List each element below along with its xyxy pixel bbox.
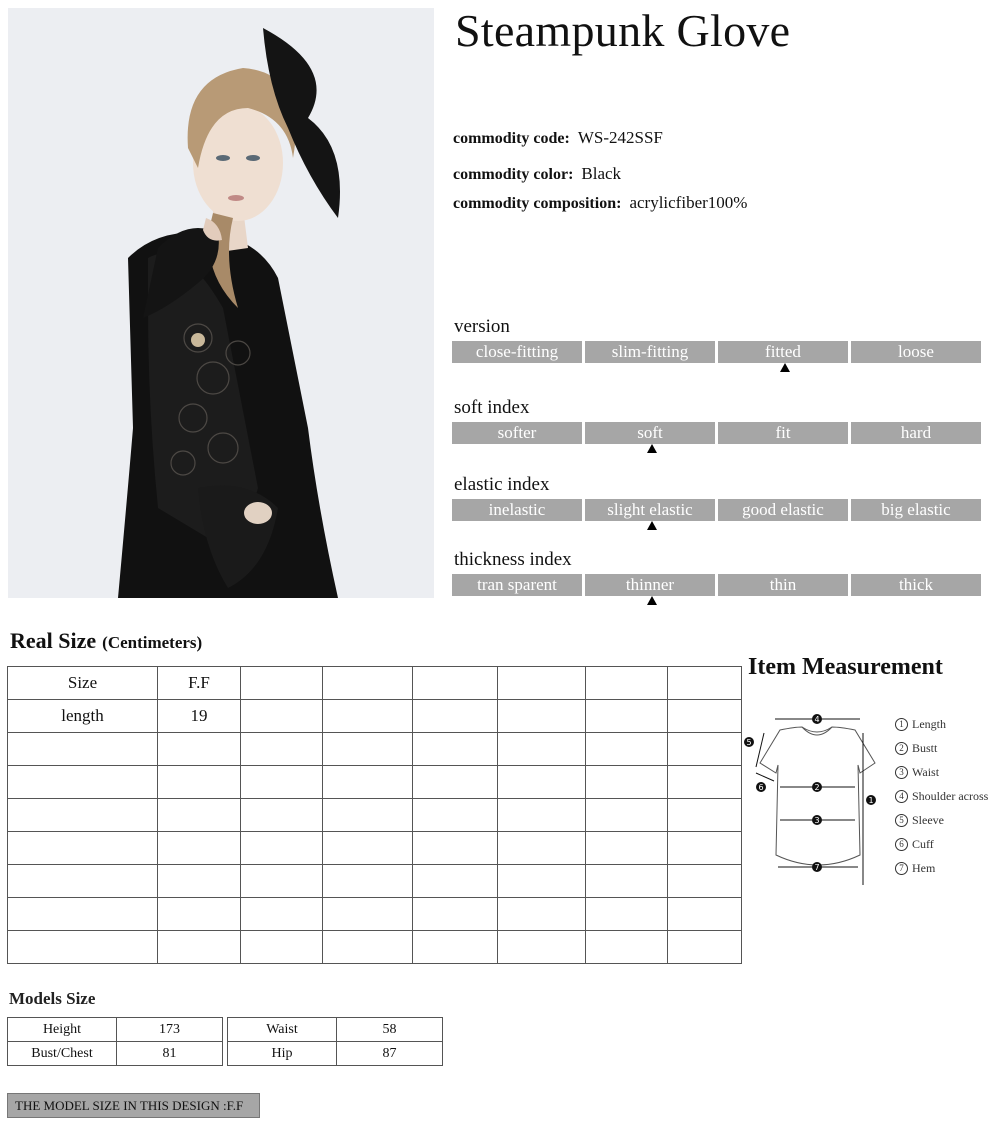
size-table-cell — [498, 766, 586, 799]
legend-item — [895, 860, 988, 884]
size-table-cell — [8, 931, 158, 964]
commodity-code-label: commodity code: — [453, 130, 570, 147]
model-measure-label: Hip — [228, 1042, 337, 1066]
legend-item — [895, 764, 988, 788]
size-table-cell — [413, 733, 498, 766]
selected-marker-icon — [647, 444, 657, 453]
legend-label: Waist — [912, 765, 940, 779]
size-table-cell — [498, 667, 586, 700]
commodity-composition-label: commodity composition: — [453, 195, 622, 212]
size-table-row — [8, 733, 742, 766]
commodity-composition-row — [453, 193, 747, 213]
legend-label: Shoulder across — [912, 789, 989, 803]
model-measure-label: Waist — [228, 1018, 337, 1042]
size-table-cell — [586, 700, 668, 733]
legend-label: Hem — [912, 861, 936, 875]
legend-item — [895, 812, 988, 836]
size-table-cell — [668, 898, 742, 931]
model-size-row — [8, 1018, 223, 1042]
soft-index-option: hard — [851, 422, 981, 444]
legend-number: 3 — [895, 766, 908, 779]
size-table-cell — [586, 733, 668, 766]
size-table-cell — [413, 700, 498, 733]
model-illustration — [8, 8, 434, 598]
size-table-row — [8, 667, 742, 700]
size-table-cell — [668, 865, 742, 898]
size-table-cell — [8, 865, 158, 898]
real-size-title — [10, 628, 202, 654]
size-table-cell — [413, 832, 498, 865]
real-size-heading: Real Size — [10, 628, 97, 653]
size-table-cell — [323, 931, 413, 964]
commodity-color-label: commodity color: — [453, 166, 574, 183]
real-size-unit: (Centimeters) — [102, 633, 203, 652]
svg-text:7: 7 — [814, 863, 820, 872]
model-measure-label: Height — [8, 1018, 117, 1042]
size-table-cell — [668, 931, 742, 964]
product-photo — [8, 8, 434, 598]
soft-index-option: softer — [452, 422, 582, 444]
size-table-cell — [413, 667, 498, 700]
size-table-row — [8, 898, 742, 931]
size-table-cell — [323, 700, 413, 733]
size-table-cell: length — [8, 700, 158, 733]
legend-label: Cuff — [912, 837, 934, 851]
svg-text:2: 2 — [814, 783, 820, 792]
size-table-cell — [668, 832, 742, 865]
size-table-cell — [586, 799, 668, 832]
elastic-index-bar — [452, 499, 981, 521]
size-table-cell — [668, 766, 742, 799]
size-table-cell — [586, 667, 668, 700]
size-table-cell — [323, 733, 413, 766]
selected-marker-icon — [647, 521, 657, 530]
thickness-index-option: thinner — [585, 574, 715, 596]
legend-item — [895, 836, 988, 860]
size-table-cell — [586, 865, 668, 898]
size-table-cell — [498, 931, 586, 964]
size-table-cell: F.F — [158, 667, 241, 700]
legend-item — [895, 716, 988, 740]
size-table-cell — [241, 766, 323, 799]
legend-number: 7 — [895, 862, 908, 875]
svg-text:4: 4 — [814, 715, 820, 724]
size-table-cell — [158, 865, 241, 898]
size-table-cell — [668, 667, 742, 700]
size-table-cell — [158, 832, 241, 865]
thickness-index-title: thickness index — [454, 549, 572, 570]
size-table-cell — [158, 766, 241, 799]
size-table-cell — [668, 733, 742, 766]
size-table-cell — [241, 667, 323, 700]
models-size-title: Models Size — [9, 989, 96, 1008]
size-table-cell — [323, 766, 413, 799]
size-table-row — [8, 865, 742, 898]
elastic-index-option: slight elastic — [585, 499, 715, 521]
size-table-cell — [586, 766, 668, 799]
svg-text:5: 5 — [746, 738, 752, 747]
size-table-cell: Size — [8, 667, 158, 700]
size-table-cell — [241, 832, 323, 865]
soft-index-option: soft — [585, 422, 715, 444]
size-table-cell — [413, 766, 498, 799]
selected-marker-icon — [647, 596, 657, 605]
legend-number: 1 — [895, 718, 908, 731]
thickness-index-option: thin — [718, 574, 848, 596]
size-table-row — [8, 832, 742, 865]
size-table-row — [8, 931, 742, 964]
size-table-row — [8, 700, 742, 733]
size-table-cell — [323, 832, 413, 865]
size-table-cell — [158, 799, 241, 832]
commodity-code-value: WS-242SSF — [577, 128, 663, 147]
elastic-index-option: big elastic — [851, 499, 981, 521]
legend-label: Length — [912, 717, 946, 731]
size-table-cell — [323, 667, 413, 700]
size-table-cell — [241, 931, 323, 964]
thickness-index-option: tran sparent — [452, 574, 582, 596]
size-table-cell — [498, 898, 586, 931]
model-measure-label: Bust/Chest — [8, 1042, 117, 1066]
size-table-cell — [241, 700, 323, 733]
size-table-cell — [241, 733, 323, 766]
product-title: Steampunk Glove — [455, 5, 791, 56]
size-table-cell — [413, 931, 498, 964]
soft-index-title: soft index — [454, 397, 530, 418]
size-table-cell — [8, 832, 158, 865]
model-measure-value: 87 — [337, 1042, 443, 1066]
size-table-cell — [323, 865, 413, 898]
elastic-index-option: inelastic — [452, 499, 582, 521]
legend-item — [895, 788, 988, 812]
size-table-cell — [668, 700, 742, 733]
version-bar — [452, 341, 981, 363]
size-table-cell — [413, 865, 498, 898]
model-measure-value: 173 — [117, 1018, 223, 1042]
soft-index-option: fit — [718, 422, 848, 444]
size-table-cell — [158, 733, 241, 766]
size-table-cell: 19 — [158, 700, 241, 733]
size-table-row — [8, 766, 742, 799]
selected-marker-icon — [780, 363, 790, 372]
model-size-row — [228, 1042, 443, 1066]
models-size-table-right — [227, 1017, 443, 1066]
legend-item — [895, 740, 988, 764]
model-size-row — [8, 1042, 223, 1066]
version-option: close-fitting — [452, 341, 582, 363]
size-table-cell — [241, 799, 323, 832]
size-table-row — [8, 799, 742, 832]
svg-text:6: 6 — [758, 783, 764, 792]
size-table-cell — [498, 733, 586, 766]
thickness-index-bar — [452, 574, 981, 596]
model-measure-value: 81 — [117, 1042, 223, 1066]
legend-label: Sleeve — [912, 813, 944, 827]
size-table-cell — [498, 700, 586, 733]
legend-number: 4 — [895, 790, 908, 803]
legend-number: 2 — [895, 742, 908, 755]
size-table-cell — [323, 799, 413, 832]
model-size-note: THE MODEL SIZE IN THIS DESIGN :F.F — [7, 1093, 260, 1118]
size-table-cell — [498, 799, 586, 832]
version-option: fitted — [718, 341, 848, 363]
model-measure-value: 58 — [337, 1018, 443, 1042]
legend-number: 6 — [895, 838, 908, 851]
size-table-cell — [241, 898, 323, 931]
size-table-cell — [498, 865, 586, 898]
size-table-cell — [158, 931, 241, 964]
model-size-row — [228, 1018, 443, 1042]
soft-index-bar — [452, 422, 981, 444]
measurement-legend — [895, 716, 988, 884]
legend-number: 5 — [895, 814, 908, 827]
size-table-cell — [668, 799, 742, 832]
size-table-cell — [498, 832, 586, 865]
size-table-cell — [8, 898, 158, 931]
commodity-code-row — [453, 128, 663, 148]
commodity-composition-value: acrylicfiber100% — [629, 193, 748, 212]
elastic-index-title: elastic index — [454, 474, 550, 495]
commodity-color-row — [453, 164, 621, 184]
legend-label: Bustt — [912, 741, 938, 755]
version-option: loose — [851, 341, 981, 363]
size-table-cell — [586, 931, 668, 964]
thickness-index-option: thick — [851, 574, 981, 596]
commodity-color-value: Black — [581, 164, 622, 183]
size-table-cell — [8, 766, 158, 799]
elastic-index-option: good elastic — [718, 499, 848, 521]
models-size-table-left — [7, 1017, 223, 1066]
size-table-cell — [8, 733, 158, 766]
size-table-cell — [586, 832, 668, 865]
size-table-cell — [323, 898, 413, 931]
size-table-cell — [586, 898, 668, 931]
size-table-cell — [413, 799, 498, 832]
size-table-cell — [158, 898, 241, 931]
real-size-table — [7, 666, 742, 964]
size-table-cell — [413, 898, 498, 931]
svg-text:1: 1 — [868, 796, 874, 805]
size-table-cell — [241, 865, 323, 898]
size-table-cell — [8, 799, 158, 832]
item-measurement-title: Item Measurement — [748, 654, 943, 680]
tshirt-measurement-diagram — [740, 705, 890, 895]
version-title: version — [454, 316, 510, 337]
version-option: slim-fitting — [585, 341, 715, 363]
svg-text:3: 3 — [814, 816, 820, 825]
